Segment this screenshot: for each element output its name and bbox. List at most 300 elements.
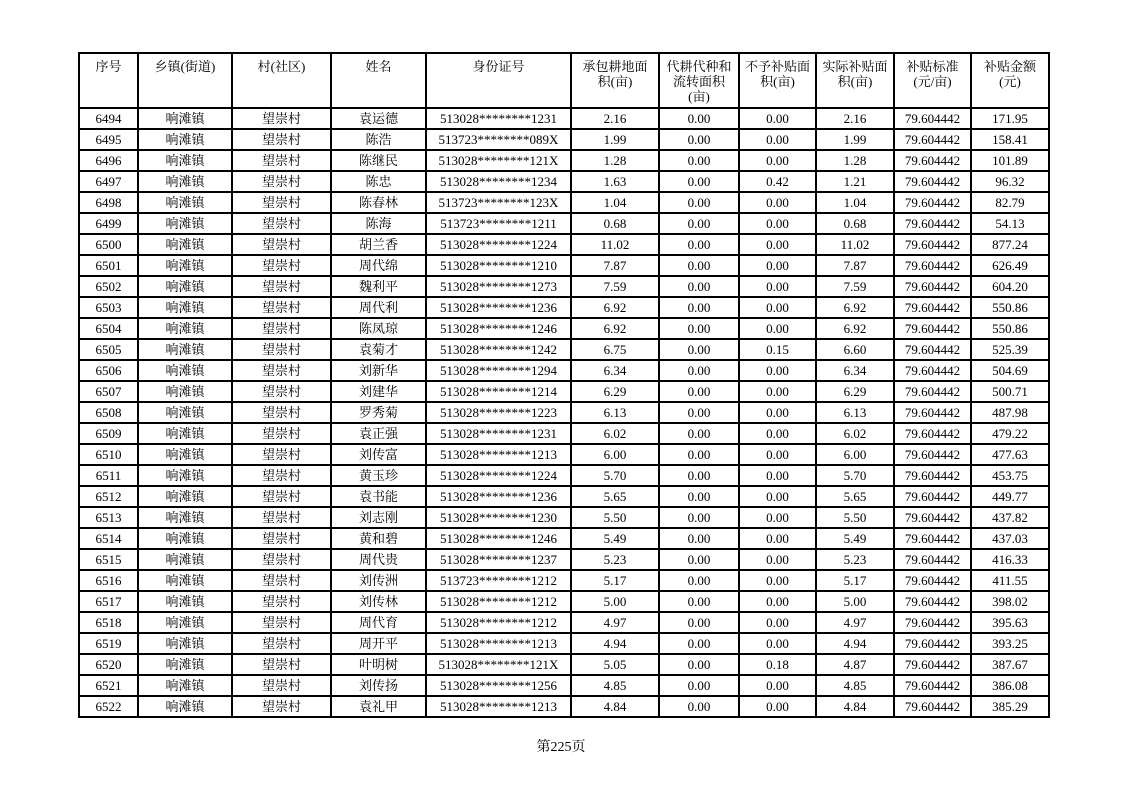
col-actual-area: 5.50 — [816, 507, 894, 528]
col-subsidy-rate: 79.604442 — [894, 360, 971, 381]
header-line: 序号 — [95, 59, 122, 74]
column-header-col-township — [138, 53, 232, 108]
col-village: 望崇村 — [232, 255, 331, 276]
col-transfer-area: 0.00 — [659, 633, 739, 654]
col-subsidy-amount: 525.39 — [971, 339, 1049, 360]
col-village: 望崇村 — [232, 612, 331, 633]
col-transfer-area: 0.00 — [659, 192, 739, 213]
col-village: 望崇村 — [232, 654, 331, 675]
col-township: 响滩镇 — [138, 465, 232, 486]
col-contracted-area: 6.00 — [571, 444, 659, 465]
col-serial: 6515 — [79, 549, 138, 570]
col-transfer-area: 0.00 — [659, 507, 739, 528]
col-excluded-area: 0.00 — [739, 549, 816, 570]
col-serial: 6497 — [79, 171, 138, 192]
col-excluded-area: 0.00 — [739, 360, 816, 381]
col-transfer-area: 0.00 — [659, 423, 739, 444]
col-actual-area: 11.02 — [816, 234, 894, 255]
table-row — [79, 381, 1049, 402]
col-actual-area: 1.99 — [816, 129, 894, 150]
col-subsidy-rate: 79.604442 — [894, 507, 971, 528]
col-id-number: 513028********1223 — [426, 402, 571, 423]
table-row — [79, 339, 1049, 360]
col-contracted-area: 4.97 — [571, 612, 659, 633]
col-contracted-area: 2.16 — [571, 108, 659, 129]
col-id-number: 513028********1213 — [426, 696, 571, 717]
col-contracted-area: 5.17 — [571, 570, 659, 591]
table-row — [79, 696, 1049, 717]
table-row — [79, 486, 1049, 507]
table-row — [79, 360, 1049, 381]
col-township: 响滩镇 — [138, 318, 232, 339]
col-transfer-area: 0.00 — [659, 549, 739, 570]
table-row — [79, 675, 1049, 696]
table-row — [79, 297, 1049, 318]
header-line: 实际补贴面 — [822, 59, 888, 74]
col-name: 罗秀菊 — [331, 402, 426, 423]
col-contracted-area: 4.94 — [571, 633, 659, 654]
col-village: 望崇村 — [232, 360, 331, 381]
col-serial: 6504 — [79, 318, 138, 339]
col-serial: 6509 — [79, 423, 138, 444]
col-serial: 6522 — [79, 696, 138, 717]
col-village: 望崇村 — [232, 339, 331, 360]
col-id-number: 513723********1212 — [426, 570, 571, 591]
col-serial: 6495 — [79, 129, 138, 150]
col-contracted-area: 6.92 — [571, 318, 659, 339]
col-excluded-area: 0.00 — [739, 675, 816, 696]
col-excluded-area: 0.18 — [739, 654, 816, 675]
col-name: 陈浩 — [331, 129, 426, 150]
col-excluded-area: 0.00 — [739, 108, 816, 129]
col-subsidy-amount: 626.49 — [971, 255, 1049, 276]
col-actual-area: 7.59 — [816, 276, 894, 297]
table-row — [79, 276, 1049, 297]
col-id-number: 513028********121X — [426, 150, 571, 171]
column-header-col-actual-area — [816, 53, 894, 108]
col-township: 响滩镇 — [138, 381, 232, 402]
col-name: 周代育 — [331, 612, 426, 633]
col-serial: 6514 — [79, 528, 138, 549]
col-village: 望崇村 — [232, 507, 331, 528]
col-village: 望崇村 — [232, 549, 331, 570]
table-row — [79, 654, 1049, 675]
col-transfer-area: 0.00 — [659, 696, 739, 717]
col-subsidy-rate: 79.604442 — [894, 339, 971, 360]
col-id-number: 513028********1236 — [426, 486, 571, 507]
header-line: 补贴金额 — [983, 59, 1036, 74]
header-line: 积(亩) — [597, 74, 633, 89]
header-line: (元/亩) — [913, 74, 952, 89]
column-header-col-serial — [79, 53, 138, 108]
col-contracted-area: 5.00 — [571, 591, 659, 612]
column-header-col-name — [331, 53, 426, 108]
col-subsidy-amount: 479.22 — [971, 423, 1049, 444]
col-actual-area: 4.84 — [816, 696, 894, 717]
table-row — [79, 318, 1049, 339]
col-serial: 6511 — [79, 465, 138, 486]
col-id-number: 513028********1214 — [426, 381, 571, 402]
col-name: 刘传扬 — [331, 675, 426, 696]
col-serial: 6506 — [79, 360, 138, 381]
column-header-col-transfer-area — [659, 53, 739, 108]
col-subsidy-amount: 82.79 — [971, 192, 1049, 213]
col-actual-area: 5.17 — [816, 570, 894, 591]
col-township: 响滩镇 — [138, 255, 232, 276]
col-subsidy-amount: 395.63 — [971, 612, 1049, 633]
col-excluded-area: 0.00 — [739, 591, 816, 612]
col-subsidy-rate: 79.604442 — [894, 444, 971, 465]
col-village: 望崇村 — [232, 465, 331, 486]
col-id-number: 513028********1224 — [426, 234, 571, 255]
col-contracted-area: 4.84 — [571, 696, 659, 717]
col-subsidy-rate: 79.604442 — [894, 633, 971, 654]
column-header-col-id-number — [426, 53, 571, 108]
col-actual-area: 1.21 — [816, 171, 894, 192]
col-township: 响滩镇 — [138, 297, 232, 318]
col-serial: 6516 — [79, 570, 138, 591]
col-transfer-area: 0.00 — [659, 381, 739, 402]
col-subsidy-rate: 79.604442 — [894, 402, 971, 423]
col-name: 刘传洲 — [331, 570, 426, 591]
table-row — [79, 402, 1049, 423]
col-transfer-area: 0.00 — [659, 150, 739, 171]
col-village: 望崇村 — [232, 318, 331, 339]
col-name: 周代绵 — [331, 255, 426, 276]
col-subsidy-amount: 487.98 — [971, 402, 1049, 423]
table-row — [79, 612, 1049, 633]
col-transfer-area: 0.00 — [659, 276, 739, 297]
col-subsidy-rate: 79.604442 — [894, 528, 971, 549]
col-excluded-area: 0.00 — [739, 129, 816, 150]
col-actual-area: 4.97 — [816, 612, 894, 633]
header-line: 姓名 — [365, 59, 392, 74]
col-subsidy-amount: 387.67 — [971, 654, 1049, 675]
col-actual-area: 5.70 — [816, 465, 894, 486]
col-serial: 6502 — [79, 276, 138, 297]
col-village: 望崇村 — [232, 171, 331, 192]
col-id-number: 513028********1236 — [426, 297, 571, 318]
header-line: (亩) — [688, 89, 710, 104]
col-excluded-area: 0.42 — [739, 171, 816, 192]
col-serial: 6499 — [79, 213, 138, 234]
col-excluded-area: 0.00 — [739, 444, 816, 465]
col-subsidy-rate: 79.604442 — [894, 150, 971, 171]
col-serial: 6521 — [79, 675, 138, 696]
col-village: 望崇村 — [232, 276, 331, 297]
col-subsidy-amount: 398.02 — [971, 591, 1049, 612]
col-subsidy-rate: 79.604442 — [894, 591, 971, 612]
col-name: 黄玉珍 — [331, 465, 426, 486]
col-village: 望崇村 — [232, 402, 331, 423]
col-subsidy-amount: 449.77 — [971, 486, 1049, 507]
col-actual-area: 4.87 — [816, 654, 894, 675]
column-header-col-contracted-area — [571, 53, 659, 108]
col-name: 刘传富 — [331, 444, 426, 465]
col-township: 响滩镇 — [138, 549, 232, 570]
col-id-number: 513028********1213 — [426, 633, 571, 654]
col-transfer-area: 0.00 — [659, 297, 739, 318]
col-subsidy-rate: 79.604442 — [894, 192, 971, 213]
col-name: 魏利平 — [331, 276, 426, 297]
col-subsidy-rate: 79.604442 — [894, 108, 971, 129]
col-village: 望崇村 — [232, 696, 331, 717]
col-township: 响滩镇 — [138, 423, 232, 444]
col-serial: 6508 — [79, 402, 138, 423]
col-actual-area: 2.16 — [816, 108, 894, 129]
col-contracted-area: 5.23 — [571, 549, 659, 570]
col-excluded-area: 0.00 — [739, 507, 816, 528]
col-serial: 6501 — [79, 255, 138, 276]
table-row — [79, 255, 1049, 276]
header-line: 承包耕地面 — [582, 59, 648, 74]
col-township: 响滩镇 — [138, 171, 232, 192]
col-excluded-area: 0.15 — [739, 339, 816, 360]
col-township: 响滩镇 — [138, 360, 232, 381]
col-name: 周开平 — [331, 633, 426, 654]
col-id-number: 513028********1212 — [426, 591, 571, 612]
col-contracted-area: 4.85 — [571, 675, 659, 696]
col-transfer-area: 0.00 — [659, 654, 739, 675]
col-transfer-area: 0.00 — [659, 108, 739, 129]
col-serial: 6513 — [79, 507, 138, 528]
col-serial: 6520 — [79, 654, 138, 675]
col-township: 响滩镇 — [138, 213, 232, 234]
col-serial: 6503 — [79, 297, 138, 318]
col-excluded-area: 0.00 — [739, 192, 816, 213]
col-id-number: 513723********1211 — [426, 213, 571, 234]
col-township: 响滩镇 — [138, 528, 232, 549]
col-transfer-area: 0.00 — [659, 234, 739, 255]
col-excluded-area: 0.00 — [739, 633, 816, 654]
col-contracted-area: 6.34 — [571, 360, 659, 381]
col-village: 望崇村 — [232, 213, 331, 234]
col-id-number: 513028********1230 — [426, 507, 571, 528]
col-village: 望崇村 — [232, 570, 331, 591]
col-village: 望崇村 — [232, 129, 331, 150]
col-actual-area: 6.13 — [816, 402, 894, 423]
col-actual-area: 6.00 — [816, 444, 894, 465]
col-actual-area: 5.49 — [816, 528, 894, 549]
col-id-number: 513028********1237 — [426, 549, 571, 570]
col-contracted-area: 1.99 — [571, 129, 659, 150]
col-subsidy-amount: 504.69 — [971, 360, 1049, 381]
col-subsidy-rate: 79.604442 — [894, 276, 971, 297]
col-serial: 6507 — [79, 381, 138, 402]
col-transfer-area: 0.00 — [659, 591, 739, 612]
col-subsidy-rate: 79.604442 — [894, 213, 971, 234]
col-subsidy-rate: 79.604442 — [894, 696, 971, 717]
col-township: 响滩镇 — [138, 192, 232, 213]
table-body — [79, 108, 1049, 717]
table-row — [79, 591, 1049, 612]
col-excluded-area: 0.00 — [739, 234, 816, 255]
header-line: 代耕代种和 — [666, 59, 732, 74]
header-line: 积(亩) — [760, 74, 795, 89]
table-row — [79, 570, 1049, 591]
col-id-number: 513028********1234 — [426, 171, 571, 192]
col-transfer-area: 0.00 — [659, 570, 739, 591]
col-subsidy-amount: 101.89 — [971, 150, 1049, 171]
col-actual-area: 1.04 — [816, 192, 894, 213]
table-row — [79, 444, 1049, 465]
col-subsidy-rate: 79.604442 — [894, 255, 971, 276]
col-transfer-area: 0.00 — [659, 444, 739, 465]
table-row — [79, 171, 1049, 192]
col-name: 黄和碧 — [331, 528, 426, 549]
col-id-number: 513723********089X — [426, 129, 571, 150]
col-subsidy-amount: 411.55 — [971, 570, 1049, 591]
header-line: 不予补贴面 — [744, 59, 810, 74]
col-serial: 6500 — [79, 234, 138, 255]
column-header-col-subsidy-rate — [894, 53, 971, 108]
col-village: 望崇村 — [232, 423, 331, 444]
col-subsidy-rate: 79.604442 — [894, 318, 971, 339]
col-subsidy-rate: 79.604442 — [894, 612, 971, 633]
col-serial: 6512 — [79, 486, 138, 507]
header-line: 流转面积 — [672, 74, 725, 89]
col-transfer-area: 0.00 — [659, 465, 739, 486]
header-line: 村(社区) — [257, 59, 306, 74]
col-township: 响滩镇 — [138, 675, 232, 696]
col-village: 望崇村 — [232, 297, 331, 318]
table-row — [79, 192, 1049, 213]
col-subsidy-amount: 158.41 — [971, 129, 1049, 150]
col-township: 响滩镇 — [138, 129, 232, 150]
col-contracted-area: 1.28 — [571, 150, 659, 171]
col-contracted-area: 6.92 — [571, 297, 659, 318]
col-actual-area: 4.94 — [816, 633, 894, 654]
col-village: 望崇村 — [232, 444, 331, 465]
col-id-number: 513028********1242 — [426, 339, 571, 360]
col-subsidy-amount: 393.25 — [971, 633, 1049, 654]
col-excluded-area: 0.00 — [739, 612, 816, 633]
col-subsidy-rate: 79.604442 — [894, 423, 971, 444]
col-subsidy-amount: 877.24 — [971, 234, 1049, 255]
col-subsidy-amount: 550.86 — [971, 297, 1049, 318]
col-contracted-area: 5.65 — [571, 486, 659, 507]
col-excluded-area: 0.00 — [739, 696, 816, 717]
col-township: 响滩镇 — [138, 570, 232, 591]
col-serial: 6519 — [79, 633, 138, 654]
col-subsidy-amount: 453.75 — [971, 465, 1049, 486]
col-name: 胡兰香 — [331, 234, 426, 255]
table-row — [79, 423, 1049, 444]
col-township: 响滩镇 — [138, 633, 232, 654]
col-village: 望崇村 — [232, 675, 331, 696]
col-excluded-area: 0.00 — [739, 465, 816, 486]
col-township: 响滩镇 — [138, 507, 232, 528]
col-transfer-area: 0.00 — [659, 360, 739, 381]
col-township: 响滩镇 — [138, 150, 232, 171]
table-row — [79, 234, 1049, 255]
col-transfer-area: 0.00 — [659, 402, 739, 423]
col-subsidy-amount: 386.08 — [971, 675, 1049, 696]
col-subsidy-rate: 79.604442 — [894, 570, 971, 591]
col-name: 叶明树 — [331, 654, 426, 675]
col-name: 陈忠 — [331, 171, 426, 192]
col-subsidy-rate: 79.604442 — [894, 654, 971, 675]
col-name: 陈春林 — [331, 192, 426, 213]
col-id-number: 513028********1231 — [426, 423, 571, 444]
col-subsidy-rate: 79.604442 — [894, 129, 971, 150]
table-row — [79, 465, 1049, 486]
col-contracted-area: 5.49 — [571, 528, 659, 549]
col-actual-area: 5.23 — [816, 549, 894, 570]
col-transfer-area: 0.00 — [659, 675, 739, 696]
col-village: 望崇村 — [232, 381, 331, 402]
col-contracted-area: 7.59 — [571, 276, 659, 297]
col-excluded-area: 0.00 — [739, 570, 816, 591]
col-actual-area: 6.92 — [816, 297, 894, 318]
col-subsidy-amount: 171.95 — [971, 108, 1049, 129]
col-actual-area: 1.28 — [816, 150, 894, 171]
col-name: 刘志刚 — [331, 507, 426, 528]
col-contracted-area: 5.50 — [571, 507, 659, 528]
col-serial: 6494 — [79, 108, 138, 129]
col-contracted-area: 6.29 — [571, 381, 659, 402]
col-actual-area: 0.68 — [816, 213, 894, 234]
col-serial: 6498 — [79, 192, 138, 213]
col-subsidy-amount: 385.29 — [971, 696, 1049, 717]
col-serial: 6505 — [79, 339, 138, 360]
col-id-number: 513028********121X — [426, 654, 571, 675]
col-subsidy-amount: 477.63 — [971, 444, 1049, 465]
col-township: 响滩镇 — [138, 339, 232, 360]
col-excluded-area: 0.00 — [739, 255, 816, 276]
col-contracted-area: 1.63 — [571, 171, 659, 192]
col-id-number: 513028********1246 — [426, 318, 571, 339]
col-subsidy-rate: 79.604442 — [894, 381, 971, 402]
col-contracted-area: 5.70 — [571, 465, 659, 486]
col-subsidy-amount: 416.33 — [971, 549, 1049, 570]
col-actual-area: 4.85 — [816, 675, 894, 696]
col-excluded-area: 0.00 — [739, 150, 816, 171]
col-name: 袁运德 — [331, 108, 426, 129]
col-subsidy-rate: 79.604442 — [894, 465, 971, 486]
col-township: 响滩镇 — [138, 402, 232, 423]
col-village: 望崇村 — [232, 528, 331, 549]
col-name: 陈继民 — [331, 150, 426, 171]
col-id-number: 513028********1294 — [426, 360, 571, 381]
col-name: 袁菊才 — [331, 339, 426, 360]
col-subsidy-rate: 79.604442 — [894, 675, 971, 696]
col-name: 袁书能 — [331, 486, 426, 507]
col-name: 陈凤琼 — [331, 318, 426, 339]
col-subsidy-rate: 79.604442 — [894, 297, 971, 318]
col-excluded-area: 0.00 — [739, 276, 816, 297]
col-township: 响滩镇 — [138, 486, 232, 507]
col-village: 望崇村 — [232, 108, 331, 129]
header-line: 身份证号 — [472, 59, 525, 74]
col-township: 响滩镇 — [138, 444, 232, 465]
col-id-number: 513028********1224 — [426, 465, 571, 486]
col-id-number: 513028********1231 — [426, 108, 571, 129]
col-contracted-area: 6.13 — [571, 402, 659, 423]
header-line: 补贴标准 — [906, 59, 959, 74]
column-header-col-excluded-area — [739, 53, 816, 108]
subsidy-table — [78, 52, 1050, 718]
col-excluded-area: 0.00 — [739, 423, 816, 444]
col-id-number: 513028********1246 — [426, 528, 571, 549]
col-village: 望崇村 — [232, 486, 331, 507]
col-name: 刘建华 — [331, 381, 426, 402]
col-village: 望崇村 — [232, 192, 331, 213]
col-excluded-area: 0.00 — [739, 297, 816, 318]
col-name: 袁正强 — [331, 423, 426, 444]
col-village: 望崇村 — [232, 591, 331, 612]
col-actual-area: 7.87 — [816, 255, 894, 276]
